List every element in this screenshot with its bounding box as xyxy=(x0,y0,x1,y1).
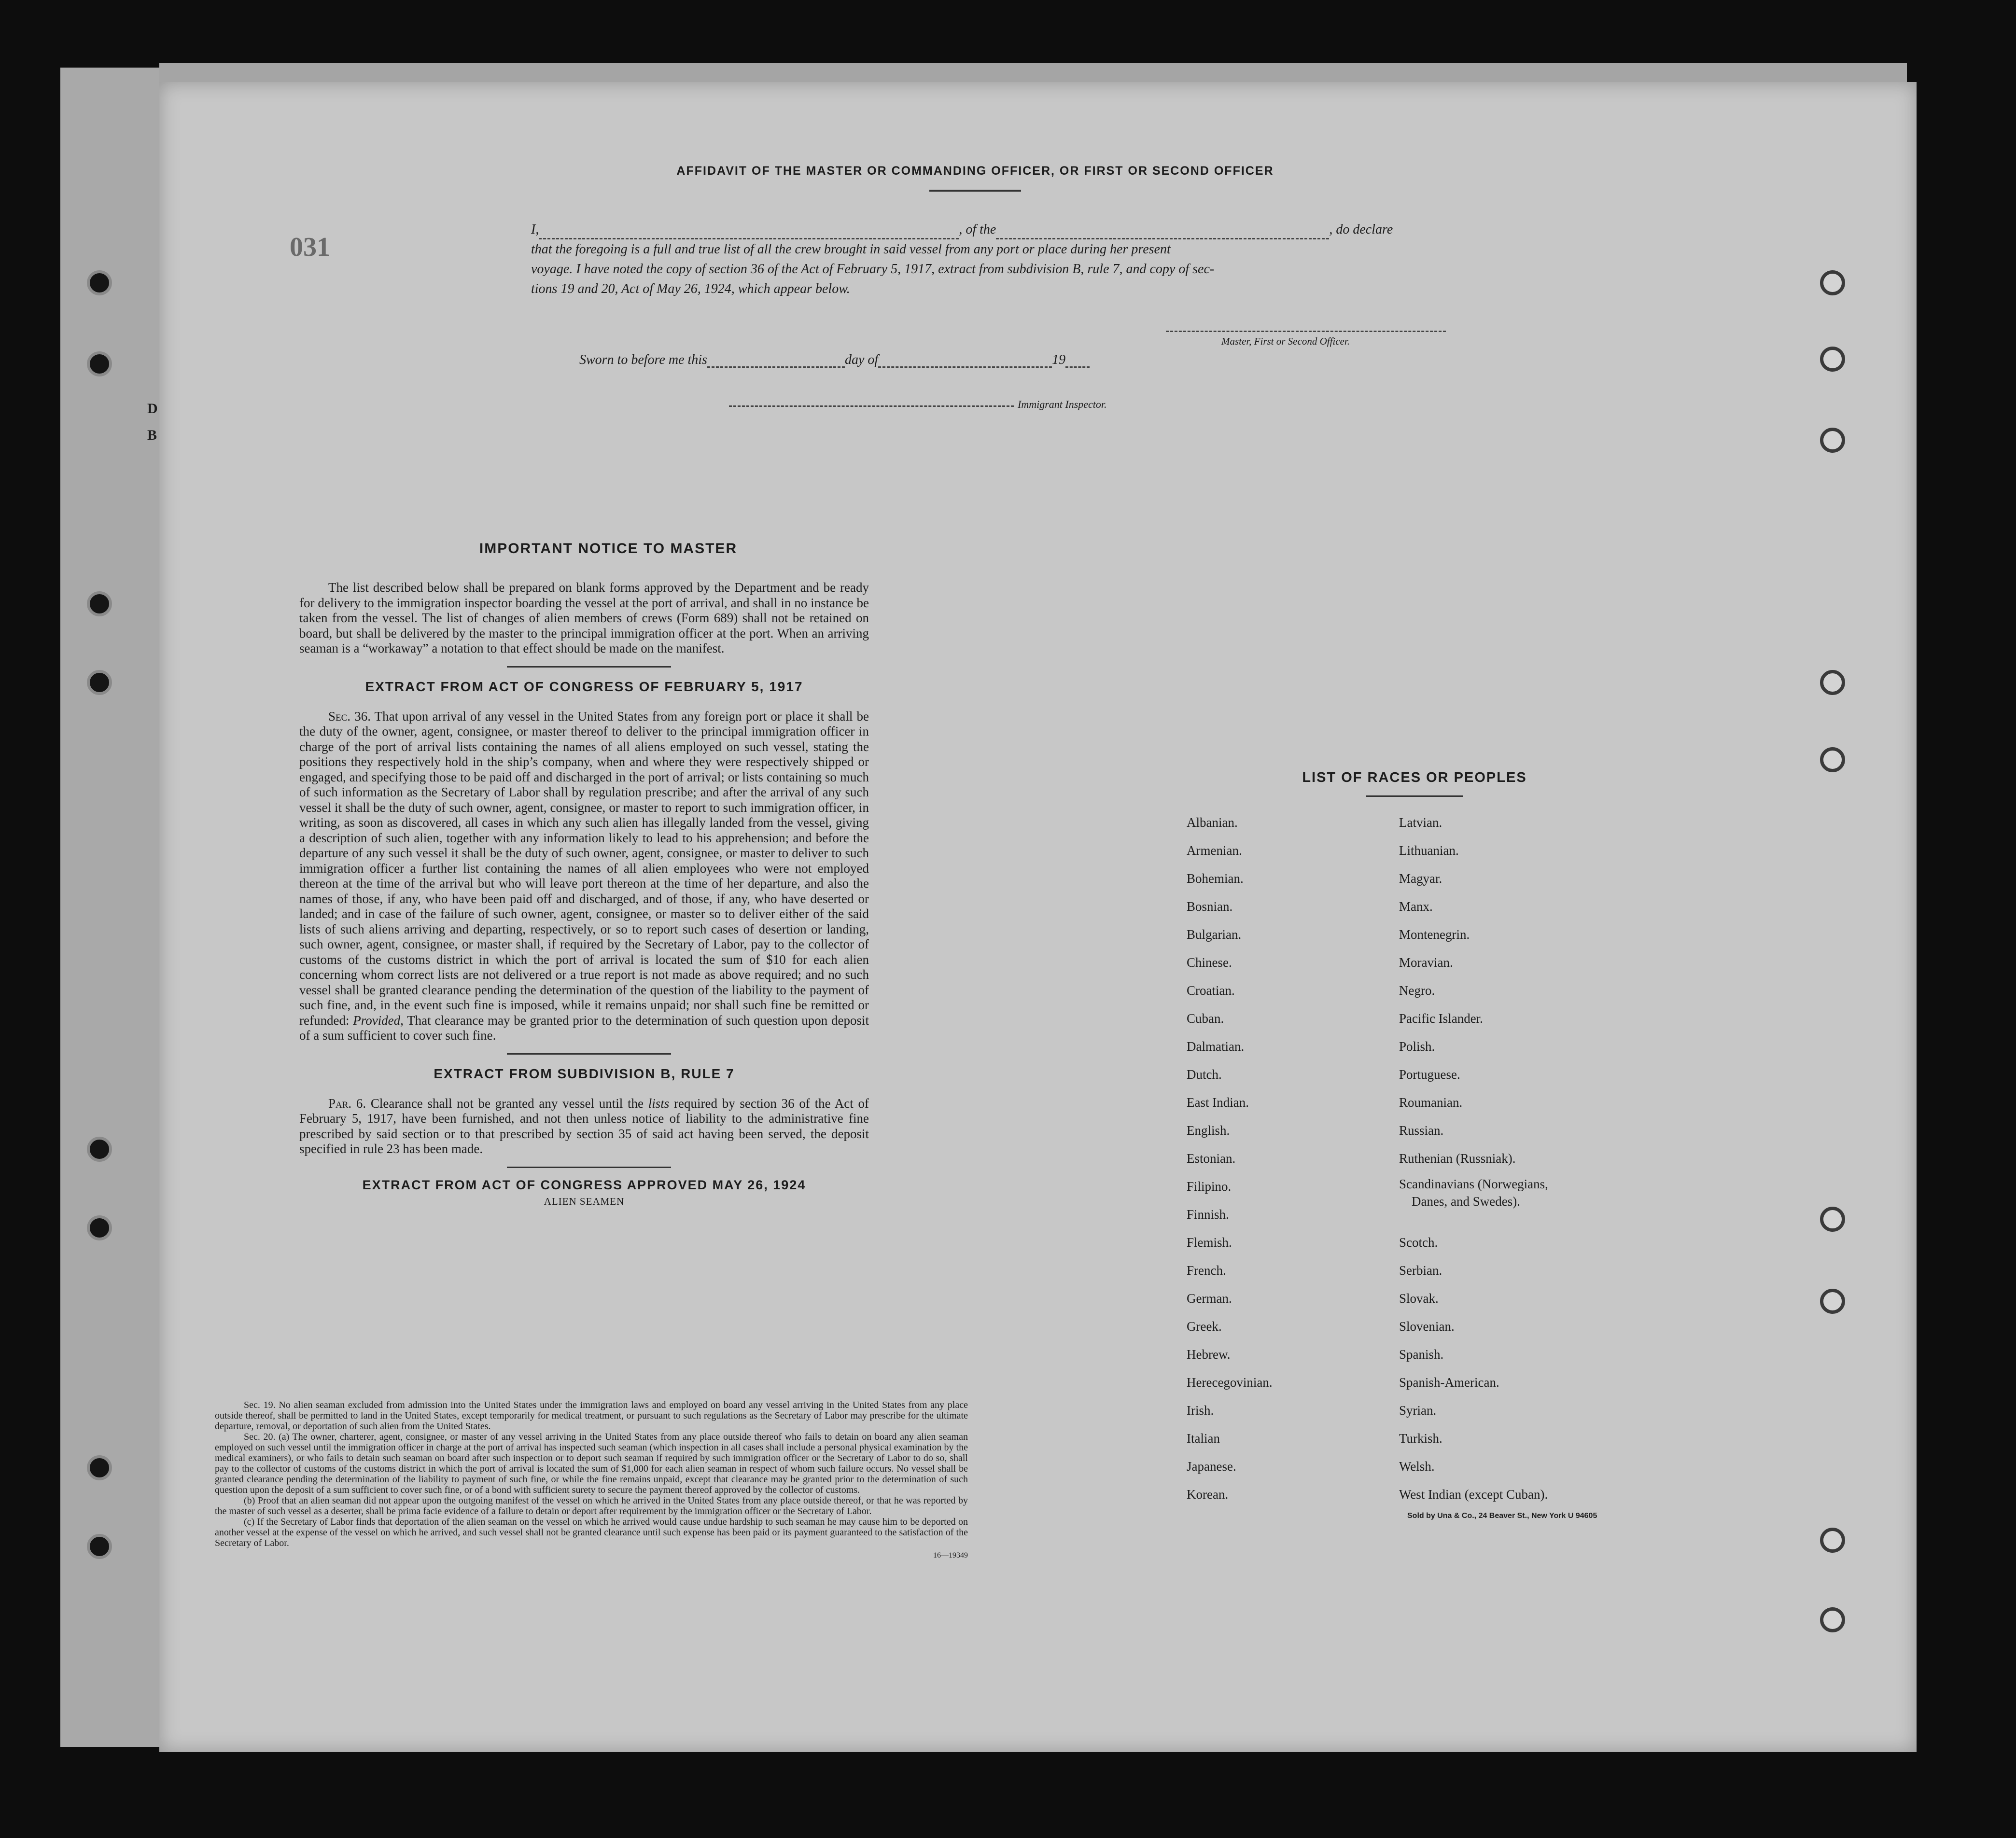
manifest-page xyxy=(159,82,1917,1752)
rule7-text-a: Clearance shall not be granted any vessel until the xyxy=(370,1096,644,1111)
race-item: Manx. xyxy=(1399,899,1433,914)
race-item: Polish. xyxy=(1399,1039,1435,1054)
affidavit-title: AFFIDAVIT OF THE MASTER OR COMMANDING OFFICER, OR FIRST OR SECOND OFFICER xyxy=(676,164,1274,178)
notice-body: The list described below shall be prepared on blank forms approved by the Department and be ready for delivery to the immigration inspector boarding the vessel at the port of arrival, and shall in no instance be taken from the vessel. The list of changes of alien members of crews (Form 689) shall not be retained on board, but shall be delivered by the master to the principal immigration officer at the port. When an arriving seaman is a “workaway” a notation to that effect should be made on the manifest. xyxy=(299,580,869,655)
race-item: Croatian. xyxy=(1187,983,1235,998)
year-blank[interactable] xyxy=(1065,355,1090,368)
extract1917-sec: Sec. 36. xyxy=(328,709,371,724)
race-item: Danes, and Swedes). xyxy=(1412,1194,1520,1209)
race-item: Moravian. xyxy=(1399,955,1453,970)
race-item: Albanian. xyxy=(1187,815,1238,830)
rear-sheet xyxy=(60,68,162,1747)
affidavit-line4: tions 19 and 20, Act of May 26, 1924, which appear below. xyxy=(531,281,850,296)
race-item: French. xyxy=(1187,1263,1226,1278)
sworn-text: Sworn to before me this xyxy=(579,352,707,367)
extract1917-provided: Provided, xyxy=(353,1013,404,1028)
race-item: Flemish. xyxy=(1187,1235,1232,1250)
binder-hole xyxy=(87,1534,112,1559)
race-item: Irish. xyxy=(1187,1403,1214,1418)
rule7-title: EXTRACT FROM SUBDIVISION B, RULE 7 xyxy=(434,1066,735,1081)
sec20a-text: Sec. 20. (a) The owner, charterer, agent, consignee, or master of any vessel arriving in the United States from any place outside thereof who fails to detain on board any alien seaman employed on such vessel until the immigration officer in charge at the port of arrival has inspected such seaman (which inspection in all cases shall include a personal physical examination by the medical examiners), or who fails to detain such seaman on board after such inspection or to deport such seaman if required by such immigration officer or the Secretary of Labor to do so, shall pay to the collector of customs of the customs district in which the port of arrival is located the sum of $1,000 for each alien seaman in respect of whom such failure occurs. No vessel shall be granted clearance pending the determination of the liability to payment of such fine, or while the fine remains unpaid, except that clearance may be granted prior to the determination of such question upon the deposit of a sum sufficient to cover such fine, or of a bond with sufficient surety to secure the payment thereof approved by the collector of customs. xyxy=(215,1432,968,1495)
race-item: Montenegrin. xyxy=(1399,927,1470,942)
race-item: Cuban. xyxy=(1187,1011,1224,1026)
races-right-column xyxy=(1399,808,1669,1508)
inspector-caption: Immigrant Inspector. xyxy=(1018,398,1107,410)
race-item: Negro. xyxy=(1399,983,1435,998)
form-number: 16—19349 xyxy=(933,1551,968,1560)
races-left-column xyxy=(1187,808,1380,1508)
extract1917-tail: That clearance may be granted prior to the determination of such question upon deposit of a sum sufficient to cover such fine. xyxy=(299,1013,869,1043)
race-item: Bosnian. xyxy=(1187,899,1233,914)
race-item: Spanish-American. xyxy=(1399,1375,1499,1390)
race-item: Hebrew. xyxy=(1187,1347,1231,1362)
rule7-text-b: required by section 36 of the Act of February 5, 1917, have been furnished, and not then unless notice of liability to the administrative fine prescribed by said section or to that prescribed by section 35 of said act having been served, the deposit specified in rule 23 has been made. xyxy=(299,1096,869,1156)
race-item: Magyar. xyxy=(1399,871,1442,886)
binder-hole xyxy=(87,670,112,695)
year-prefix: 19 xyxy=(1052,352,1066,367)
race-item: Pacific Islander. xyxy=(1399,1011,1483,1026)
races-title: LIST OF RACES OR PEOPLES xyxy=(1302,770,1527,785)
inspector-signature-line[interactable] xyxy=(729,405,1014,407)
binder-hole xyxy=(1820,347,1845,372)
race-item: Scandinavians (Norwegians, xyxy=(1399,1177,1548,1191)
race-item: Italian xyxy=(1187,1431,1220,1446)
binder-hole xyxy=(87,1215,112,1240)
month-blank[interactable] xyxy=(878,355,1052,368)
race-item: German. xyxy=(1187,1291,1232,1306)
name-blank[interactable] xyxy=(539,226,959,239)
race-item: Serbian. xyxy=(1399,1263,1442,1278)
affidavit-declare: , do declare xyxy=(1329,222,1393,237)
race-item: Herecegovinian. xyxy=(1187,1375,1273,1390)
binder-hole xyxy=(1820,1207,1845,1232)
binder-hole xyxy=(87,1455,112,1480)
race-item: Bohemian. xyxy=(1187,871,1244,886)
binder-hole xyxy=(1820,670,1845,695)
day-blank[interactable] xyxy=(707,355,845,368)
race-item: Turkish. xyxy=(1399,1431,1442,1446)
day-of-text: day of xyxy=(844,352,879,367)
race-item: Bulgarian. xyxy=(1187,927,1242,942)
affidavit-i: I, xyxy=(531,222,539,237)
race-item: West Indian (except Cuban). xyxy=(1399,1487,1548,1502)
extract1917-body xyxy=(299,709,869,1044)
binder-hole xyxy=(87,270,112,295)
master-caption: Master, First or Second Officer. xyxy=(1221,335,1350,347)
extract1924-subtitle: ALIEN SEAMEN xyxy=(544,1195,625,1207)
race-item: Armenian. xyxy=(1187,843,1242,858)
race-item: Japanese. xyxy=(1187,1459,1236,1474)
race-item: Greek. xyxy=(1187,1319,1222,1334)
binder-hole xyxy=(1820,1607,1845,1632)
rule7-par: Par. 6. xyxy=(328,1096,366,1111)
affidavit-line2: that the foregoing is a full and true list of all the crew brought in said vessel from any port or place during her present xyxy=(531,242,1171,257)
race-item: Korean. xyxy=(1187,1487,1229,1502)
race-item: Lithuanian. xyxy=(1399,843,1459,858)
extract1917-title: EXTRACT FROM ACT OF CONGRESS OF FEBRUARY 5, 1917 xyxy=(365,679,803,694)
binder-hole xyxy=(1820,428,1845,453)
stamp-number: 031 xyxy=(290,232,330,262)
race-item: Estonian. xyxy=(1187,1151,1236,1166)
race-item: East Indian. xyxy=(1187,1095,1249,1110)
sec20b-text: (b) Proof that an alien seaman did not appear upon the outgoing manifest of the vessel on which he arrived in the United States from any place outside thereof, or that he was reported by the master of such vessel as a deserter, shall be prima facie evidence of a failure to detain or deport after requirement by the immigration officer or the Secretary of Labor. xyxy=(215,1495,968,1517)
binder-hole xyxy=(87,1137,112,1162)
race-item: Scotch. xyxy=(1399,1235,1438,1250)
race-item-scandinavians xyxy=(1399,1172,1669,1228)
printer-imprint: Sold by Una & Co., 24 Beaver St., New York U 94605 xyxy=(1407,1512,1597,1520)
margin-mark-b: B xyxy=(147,427,157,443)
race-item: Slovak. xyxy=(1399,1291,1439,1306)
race-item: Latvian. xyxy=(1399,815,1442,830)
race-item: Welsh. xyxy=(1399,1459,1435,1474)
binder-hole xyxy=(1820,1289,1845,1314)
race-item: Portuguese. xyxy=(1399,1067,1460,1082)
sec19-text: Sec. 19. No alien seaman excluded from admission into the United States under the immigration laws and employed on board any vessel arriving in the United States from any place outside thereof, shall be permitted to land in the United States, except temporarily for medical treatment, or pursuant to such regulations as the Secretary of Labor may prescribe for the ultimate departure, removal, or deportation of such alien from the United States. xyxy=(215,1400,968,1432)
race-item: Slovenian. xyxy=(1399,1319,1455,1334)
race-item: Chinese. xyxy=(1187,955,1232,970)
sec20c-text: (c) If the Secretary of Labor finds that deportation of the alien seaman on the vessel on which he arrived would cause undue hardship to such seaman he may cause him to be deported on another vessel at the expense of the vessel on which he arrived, and such vessel shall not be granted clearance until such expense has been paid or its payment guaranteed to the satisfaction of the Secretary of Labor. xyxy=(215,1517,968,1548)
binder-hole xyxy=(87,351,112,376)
binder-hole xyxy=(1820,747,1845,772)
race-item: Filipino. xyxy=(1187,1179,1232,1194)
race-item: Finnish. xyxy=(1187,1207,1229,1222)
affidavit-of-the: , of the xyxy=(959,222,996,237)
rule7-body xyxy=(299,1096,869,1157)
affidavit-line3: voyage. I have noted the copy of section 36 of the Act of February 5, 1917, extract from subdivision B, rule 7, and copy of sec- xyxy=(531,262,1215,277)
binder-hole xyxy=(87,591,112,616)
race-item: Dalmatian. xyxy=(1187,1039,1245,1054)
race-item: Ruthenian (Russniak). xyxy=(1399,1151,1516,1166)
margin-mark-d: D xyxy=(147,401,158,417)
binder-hole xyxy=(1820,270,1845,295)
race-item: Syrian. xyxy=(1399,1403,1437,1418)
race-item: Spanish. xyxy=(1399,1347,1444,1362)
master-signature-line[interactable] xyxy=(1166,331,1446,332)
race-item: Roumanian. xyxy=(1399,1095,1463,1110)
rule7-lists: lists xyxy=(648,1096,670,1111)
extract1924-title: EXTRACT FROM ACT OF CONGRESS APPROVED MAY 26, 1924 xyxy=(362,1177,806,1192)
race-item: English. xyxy=(1187,1123,1230,1138)
race-item: Dutch. xyxy=(1187,1067,1222,1082)
extract1917-text: That upon arrival of any vessel in the United States from any foreign port or place it shall be the duty of the owner, agent, consignee, or master thereof to deliver to the principal immigration officer in charge of the port of arrival lists containing the names of all aliens employed on such vessel, stating the positions they respectively hold in the ship’s company, when and where they were respectively shipped or engaged, and specifying those to be paid off and discharged in the port of arrival; or lists containing so much of such information as the Secretary of Labor shall by regulation prescribe; and after the arrival of any such vessel it shall be the duty of such owner, agent, consignee, or master to report to such immigration officer, in writing, as soon as discovered, all cases in which any such alien has illegally landed from the vessel, giving a description of such alien, together with any information likely to lead to his apprehension; and before the departure of any such vessel it shall be the duty of such owner, agent, consignee, or master to deliver to such immigration officer a further list containing the names of all alien employees who were not employed thereon at the time of the arrival but who will leave port thereon at the time of her departure, and also the names of those, if any, who have been paid off and discharged, and of those, if any, who have deserted or landed; and in case of the failure of such owner, agent, consignee, or master so to deliver either of the said lists of such aliens arriving and departing, respectively, or so to report such cases of desertion or landing, such owner, agent, consignee, or master shall, if required by the Secretary of Labor, pay to the collector of customs of the customs district in which the port of arrival is located the sum of $10 for each alien concerning whom correct lists are not delivered or a true report is not made as above required; and no such vessel shall be granted clearance pending the determination of the question of the liability to the payment of such fine, and, in the event such fine is imposed, while it remains unpaid; nor shall such fine be remitted or refunded: xyxy=(299,709,869,1028)
notice-title: IMPORTANT NOTICE TO MASTER xyxy=(479,541,738,557)
binder-hole xyxy=(1820,1528,1845,1553)
vessel-blank[interactable] xyxy=(996,226,1329,239)
race-item: Russian. xyxy=(1399,1123,1444,1138)
